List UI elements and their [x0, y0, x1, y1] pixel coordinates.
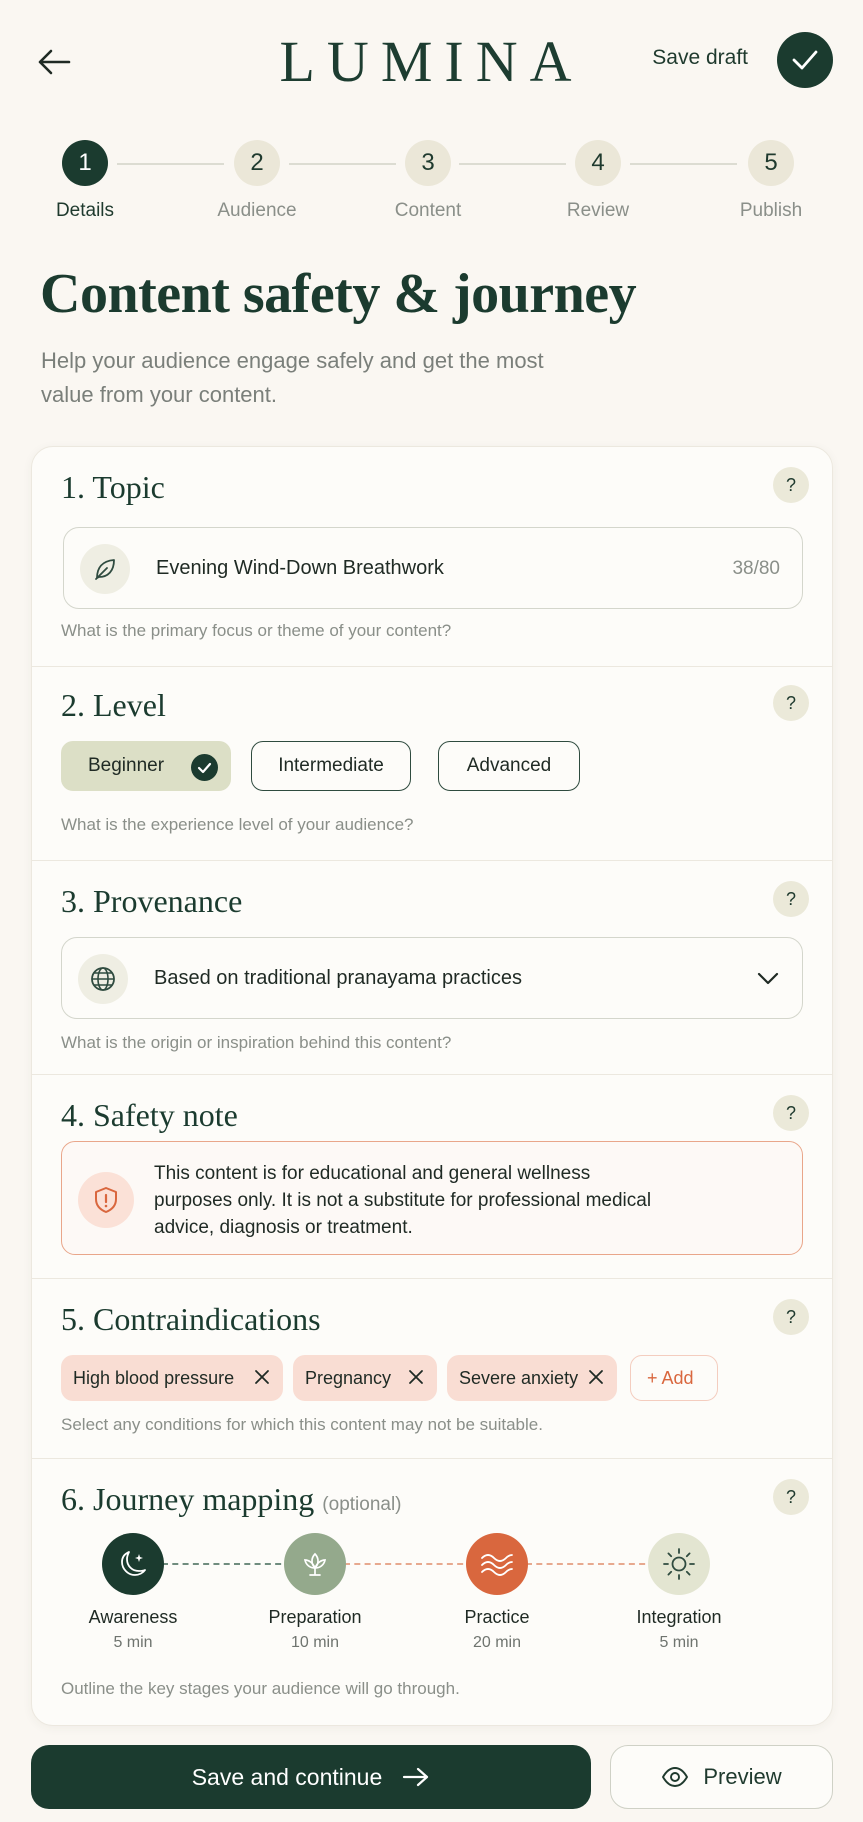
app-header [0, 0, 863, 120]
preview-label: Preview [703, 1764, 782, 1789]
level-option-label: Advanced [466, 755, 552, 776]
level-section [32, 667, 832, 861]
provenance-value: Based on traditional pranayama practices [154, 967, 522, 989]
topic-char-count: 38/80 [732, 558, 780, 579]
level-option-label: Beginner [88, 755, 165, 776]
journey-stage-name: Practice [464, 1607, 530, 1627]
safety-title: 4. Safety note [61, 1097, 238, 1133]
provenance-section [32, 861, 832, 1075]
moon-stars-icon [102, 1533, 164, 1595]
journey-stage-duration: 10 min [290, 1634, 340, 1651]
journey-stage-duration: 20 min [472, 1634, 522, 1651]
journey-timeline [32, 1533, 832, 1683]
step-label: Audience [217, 200, 297, 221]
step-number: 3 [405, 140, 451, 186]
leaf-icon [80, 544, 130, 594]
level-help-button[interactable]: ? [773, 685, 809, 721]
contraindications-section [32, 1279, 832, 1459]
step-label: Review [566, 200, 630, 221]
step-label: Details [55, 200, 115, 221]
step-number: 5 [748, 140, 794, 186]
globe-icon [78, 954, 128, 1004]
journey-stage-preparation[interactable] [235, 1533, 395, 1652]
chip-label: Severe anxiety [459, 1367, 579, 1388]
topic-value: Evening Wind-Down Breathwork [156, 557, 444, 579]
contraindication-chip [61, 1355, 283, 1401]
waves-icon [466, 1533, 528, 1595]
level-option-label: Intermediate [278, 755, 384, 776]
step-publish[interactable] [711, 140, 831, 222]
topic-input[interactable] [63, 527, 803, 609]
provenance-hint: What is the origin or inspiration behind this content? [61, 1033, 452, 1052]
form-card [31, 446, 833, 1726]
topic-hint: What is the primary focus or theme of your content? [61, 621, 452, 640]
level-advanced-option[interactable] [438, 741, 580, 791]
save-draft-button[interactable]: Save draft [652, 46, 748, 69]
topic-title: 1. Topic [61, 469, 165, 505]
chevron-down-icon [756, 966, 780, 995]
chip-label: High blood pressure [73, 1367, 235, 1388]
journey-hint: Outline the key stages your audience will go through. [61, 1679, 460, 1698]
provenance-help-button[interactable]: ? [773, 881, 809, 917]
journey-optional-label: (optional) [322, 1494, 402, 1515]
step-number: 2 [234, 140, 280, 186]
journey-stage-integration[interactable] [599, 1533, 759, 1652]
check-icon [791, 49, 819, 71]
journey-stage-practice[interactable] [417, 1533, 577, 1652]
safety-note-text: This content is for educational and general wellness purposes only. It is not a substitute for professional medical advice, diagnosis or treatment. [154, 1163, 652, 1238]
step-content[interactable] [368, 140, 488, 222]
preview-button[interactable] [610, 1745, 833, 1809]
journey-help-button[interactable]: ? [773, 1479, 809, 1515]
journey-stage-awareness[interactable] [53, 1533, 213, 1652]
safety-help-button[interactable]: ? [773, 1095, 809, 1131]
sun-icon [648, 1533, 710, 1595]
step-details[interactable] [25, 140, 145, 222]
add-contraindication-button[interactable]: + Add [630, 1355, 718, 1401]
journey-stage-name: Preparation [268, 1607, 362, 1627]
journey-stage-duration: 5 min [113, 1634, 153, 1651]
topic-help-button[interactable]: ? [773, 467, 809, 503]
step-label: Publish [739, 200, 803, 221]
journey-title-text: 6. Journey mapping [61, 1481, 315, 1517]
step-review[interactable] [538, 140, 658, 222]
step-number: 4 [575, 140, 621, 186]
level-beginner-option[interactable] [61, 741, 231, 791]
app-logo: LUMINA [279, 29, 584, 94]
arrow-right-icon [402, 1766, 430, 1788]
contraindications-hint: Select any conditions for which this content may not be suitable. [61, 1415, 543, 1434]
provenance-select[interactable] [61, 937, 803, 1019]
journey-stage-name: Awareness [88, 1607, 178, 1627]
page-subtitle: Help your audience engage safely and get the most value from your content. [41, 348, 544, 407]
level-title: 2. Level [61, 687, 166, 723]
selected-check-icon [191, 754, 218, 781]
step-number: 1 [62, 140, 108, 186]
safety-note-box [61, 1141, 803, 1255]
remove-chip-close-icon[interactable] [587, 1368, 605, 1391]
eye-icon [661, 1767, 689, 1787]
shield-icon [78, 1172, 134, 1228]
remove-chip-close-icon[interactable] [253, 1368, 271, 1391]
contraindications-title: 5. Contraindications [61, 1301, 321, 1337]
level-intermediate-option[interactable] [251, 741, 411, 791]
contraindication-chip [447, 1355, 617, 1401]
journey-stage-name: Integration [636, 1607, 722, 1627]
level-hint: What is the experience level of your audience? [61, 815, 414, 834]
contraindication-chip [293, 1355, 437, 1401]
topic-section [32, 447, 832, 667]
journey-title [61, 1481, 402, 1518]
save-and-continue-button[interactable] [31, 1745, 591, 1809]
step-label: Content [394, 200, 462, 221]
journey-section [32, 1459, 832, 1727]
save-and-continue-label: Save and continue [191, 1763, 383, 1790]
remove-chip-close-icon[interactable] [407, 1368, 425, 1391]
chip-label: Pregnancy [305, 1367, 392, 1388]
safety-section [32, 1075, 832, 1279]
lotus-icon [284, 1533, 346, 1595]
step-audience[interactable] [197, 140, 317, 222]
provenance-title: 3. Provenance [61, 883, 243, 919]
page-title: Content safety & journey [40, 263, 637, 325]
confirm-button[interactable] [777, 32, 833, 88]
progress-stepper [0, 140, 863, 240]
contraindications-help-button[interactable]: ? [773, 1299, 809, 1335]
journey-stage-duration: 5 min [659, 1634, 699, 1651]
